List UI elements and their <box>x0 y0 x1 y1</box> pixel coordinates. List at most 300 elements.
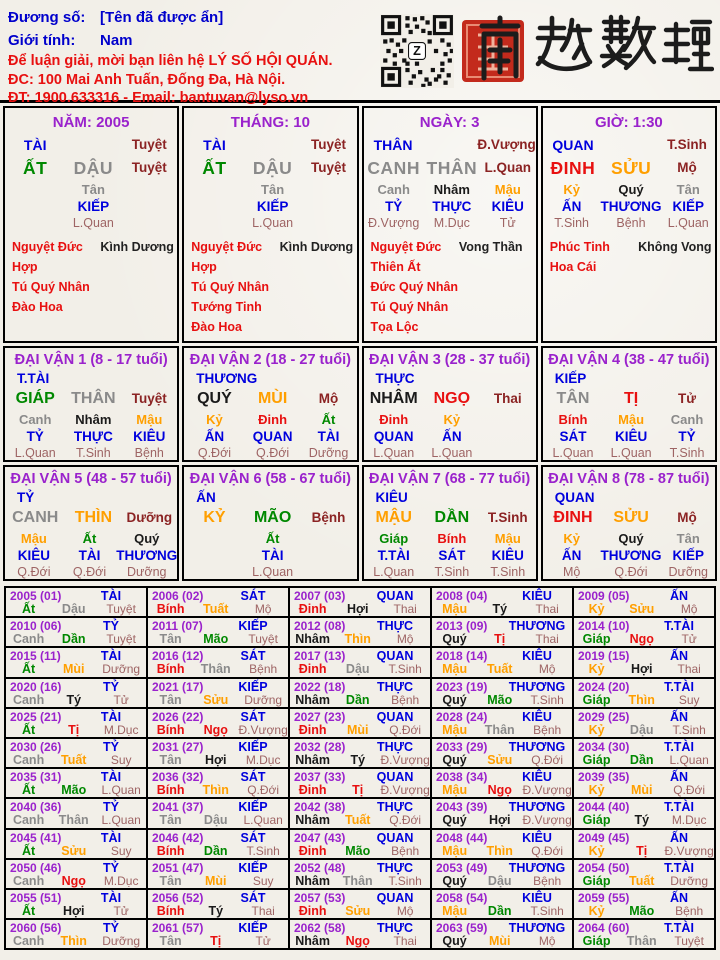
year-cell-top <box>290 770 430 784</box>
year-branch: Dần <box>487 903 512 918</box>
daivan-title: ĐẠI VẬN 3 (28 - 37 tuổi) <box>369 352 531 368</box>
pillar-title: THÁNG: 10 <box>230 114 310 131</box>
daivan-stem: MẬU <box>375 509 412 526</box>
year-stem: Đinh <box>298 843 327 858</box>
daivan-hidden-god: KIÊU <box>614 429 648 444</box>
year-branch: Tuất <box>629 873 655 888</box>
year-cell-bottom <box>432 935 572 948</box>
year-stem: Quý <box>442 934 467 949</box>
pillar-hidden-stage: L.Quan <box>72 216 114 230</box>
year-god: SÁT <box>240 649 266 664</box>
year-cell-bottom <box>432 694 572 707</box>
year-stage: Đ.Vượng <box>238 722 288 737</box>
year-stage: Thai <box>393 602 417 616</box>
year-stem: Mậu <box>442 662 468 677</box>
year-branch: Dậu <box>203 813 228 828</box>
year-god: SÁT <box>240 830 266 845</box>
dai-van-section <box>0 343 720 581</box>
year-stage: Đ.Vượng <box>522 783 572 798</box>
pillar-stem: ẤT <box>23 158 48 178</box>
year-branch: Mùi <box>630 783 653 798</box>
daivan-title: ĐẠI VẬN 5 (48 - 57 tuổi) <box>10 471 172 487</box>
year-stem: Giáp <box>582 873 611 888</box>
daivan-hidden-god: T.TÀI <box>377 548 410 563</box>
gender-value: Nam <box>100 32 133 49</box>
pillar-god-line <box>364 135 536 155</box>
pillar-stars-inauspicious <box>459 237 536 337</box>
daivan-hidden-column <box>5 531 63 580</box>
year-branch: Sửu <box>61 843 87 858</box>
year-stage: Tuyệt <box>248 632 278 647</box>
pillar-god: TÀI <box>23 137 47 153</box>
year-stage: Bệnh <box>391 692 420 707</box>
year-stem: Nhâm <box>295 934 330 949</box>
year-label: 2006 (02) <box>152 589 204 603</box>
year-stem: Giáp <box>582 752 611 767</box>
year-cell-bottom <box>290 784 430 797</box>
year-branch: Mão <box>487 692 513 707</box>
year-stage: L.Quan <box>101 813 141 828</box>
year-stem: Đinh <box>298 722 327 737</box>
year-stem: Bính <box>156 662 185 677</box>
year-stage: Bệnh <box>533 873 562 888</box>
daivan-hidden-god: TỶ <box>678 429 696 444</box>
daivan-hidden-stems <box>364 531 536 580</box>
daivan-stem: NHÂM <box>369 390 418 407</box>
pillar-title: GIỜ: 1:30 <box>594 114 663 131</box>
year-stem: Bính <box>156 843 185 858</box>
contact-line-3: ĐT: 1900.633316 - Email: bantuvan@lyso.vn <box>8 90 309 106</box>
pillar-main-line <box>184 157 356 179</box>
year-label: 2054 (50) <box>578 860 630 875</box>
year-label: 2033 (29) <box>436 739 488 754</box>
year-cell-top <box>432 770 572 784</box>
daivan-hidden-column <box>601 531 662 580</box>
report-header <box>0 0 720 106</box>
daivan-hidden-stage: T.Sinh <box>490 565 526 579</box>
year-cell <box>574 920 714 948</box>
year-cell-top <box>148 740 288 754</box>
year-branch: Dần <box>629 752 654 767</box>
year-cell <box>6 830 146 858</box>
star-red-item: Hoa Cái <box>549 260 597 274</box>
year-stage: Q.Đới <box>531 843 564 858</box>
year-cell <box>574 890 714 918</box>
year-label: 2013 (09) <box>436 619 488 634</box>
daivan-main-line <box>543 388 715 409</box>
daivan-god: KIÊU <box>375 490 408 505</box>
pillar-hidden-stage: L.Quan <box>667 216 709 230</box>
daivan-hidden-god: THƯƠNG <box>116 548 178 563</box>
year-label: 2062 (58) <box>294 921 346 936</box>
year-god: THỰC <box>376 619 414 634</box>
year-god: SÁT <box>240 770 266 785</box>
daivan-hidden-god: QUAN <box>252 429 293 444</box>
year-label: 2005 (01) <box>10 589 62 603</box>
year-branch: Tị <box>494 632 506 647</box>
year-branch: Sửu <box>203 692 229 707</box>
year-stage: Q.Đới <box>531 752 564 767</box>
pillar-hidden-stems <box>543 182 715 231</box>
year-stage: Thai <box>535 602 559 616</box>
year-cell <box>6 709 146 737</box>
year-cell-top <box>432 921 572 935</box>
year-label: 2063 (59) <box>436 921 488 936</box>
year-cell-top <box>6 831 146 845</box>
star-red-item: Tướng Tinh <box>191 300 262 314</box>
year-god: T.TÀI <box>664 921 694 936</box>
year-cell <box>290 799 430 827</box>
pillar-stem: ẤT <box>202 158 227 178</box>
year-cell-bottom <box>574 633 714 646</box>
year-label: 2012 (08) <box>294 619 346 634</box>
year-stem: Mậu <box>442 843 468 858</box>
star-red-item: Đào Hoa <box>12 300 63 314</box>
year-branch: Dần <box>345 692 370 707</box>
year-label: 2024 (20) <box>578 679 630 694</box>
pillar-hidden-stage: Bệnh <box>616 216 646 230</box>
pillar-god-stage: Tuyệt <box>131 137 167 152</box>
year-cell <box>290 860 430 888</box>
year-cell-bottom <box>148 754 288 767</box>
year-label: 2016 (12) <box>152 649 204 664</box>
year-cell-top <box>432 649 572 663</box>
year-cell-bottom <box>290 905 430 918</box>
year-label: 2007 (03) <box>294 589 346 603</box>
year-label: 2043 (39) <box>436 800 488 815</box>
year-god: QUAN <box>376 589 414 603</box>
year-god: T.TÀI <box>664 619 694 634</box>
year-stage: Đ.Vượng <box>664 843 714 858</box>
year-stage: Dưỡng <box>670 873 709 888</box>
year-cell-bottom <box>290 724 430 737</box>
year-branch: Dậu <box>345 662 370 677</box>
year-cell-top <box>6 680 146 694</box>
year-stem: Tân <box>159 934 182 949</box>
year-label: 2057 (53) <box>294 890 346 905</box>
annual-years-table <box>4 586 716 950</box>
year-label: 2014 (10) <box>578 619 630 634</box>
year-stage: Mộ <box>538 662 556 677</box>
year-label: 2022 (18) <box>294 679 346 694</box>
pillar-stars <box>184 231 356 337</box>
daivan-box-1 <box>3 346 179 462</box>
year-stem: Nhâm <box>295 632 330 647</box>
daivan-hidden-column <box>661 531 715 580</box>
year-cell-bottom <box>432 845 572 858</box>
year-branch: Mão <box>61 783 87 798</box>
year-label: 2040 (36) <box>10 800 62 815</box>
year-stem: Canh <box>12 752 45 767</box>
year-cell <box>6 739 146 767</box>
year-god: T.TÀI <box>664 860 694 875</box>
daivan-hidden-column <box>603 412 659 461</box>
pillar-branch: DẬU <box>73 158 114 178</box>
year-branch: Dần <box>203 843 228 858</box>
pillar-stars-auspicious <box>550 237 638 277</box>
daivan-hidden-stage: Mộ <box>562 565 581 579</box>
year-cell-top <box>6 861 146 875</box>
year-branch: Dậu <box>61 602 86 616</box>
year-cell-bottom <box>6 694 146 707</box>
year-god: KIẾP <box>238 619 268 634</box>
star-black-item: Vong Thần <box>458 240 523 254</box>
four-pillars-section <box>0 103 720 343</box>
daivan-title: ĐẠI VẬN 1 (8 - 17 tuổi) <box>14 352 168 368</box>
pillar-god-line <box>184 135 356 155</box>
year-cell-top <box>574 861 714 875</box>
year-cell-bottom <box>6 754 146 767</box>
year-cell-top <box>432 740 572 754</box>
pillar-hidden-god: KIẾP <box>77 199 110 214</box>
year-god: SÁT <box>240 589 266 603</box>
year-stem: Tân <box>159 632 182 647</box>
year-cell <box>432 679 572 707</box>
year-cell <box>574 830 714 858</box>
year-stem: Kỷ <box>588 662 605 677</box>
daivan-hidden-column <box>480 531 536 580</box>
year-stem: Canh <box>12 632 45 647</box>
daivan-hidden-god: KIÊU <box>491 548 524 563</box>
year-god: TÀI <box>100 830 122 845</box>
daivan-branch: MÃO <box>253 509 292 526</box>
daivan-hidden-god: ẤN <box>204 429 225 444</box>
daivan-hidden-column <box>543 531 601 580</box>
year-god: THƯƠNG <box>508 921 566 936</box>
year-stage: Đ.Vượng <box>522 813 572 828</box>
year-stem: Bính <box>156 602 185 616</box>
pillar-hidden-stage: Đ.Vượng <box>368 216 420 230</box>
daivan-stem: CANH <box>12 509 59 526</box>
year-god: T.TÀI <box>664 739 694 754</box>
year-cell <box>148 618 288 646</box>
daivan-main-line <box>184 388 356 409</box>
year-cell <box>6 679 146 707</box>
year-stage: Tử <box>255 934 271 949</box>
year-label: 2032 (28) <box>294 739 346 754</box>
year-stage: Thai <box>393 934 417 949</box>
pillar-hidden-stem: Quý <box>618 182 644 197</box>
year-cell <box>148 890 288 918</box>
daivan-box-5 <box>3 465 179 581</box>
pillar-hidden-stem: Mậu <box>494 182 521 197</box>
year-stem: Mậu <box>442 903 468 918</box>
daivan-stem: KỶ <box>203 509 226 526</box>
pillar-box-month <box>182 106 358 343</box>
year-cell-top <box>432 861 572 875</box>
daivan-hidden-column <box>63 531 117 580</box>
year-stem: Giáp <box>582 632 611 647</box>
year-god: TỶ <box>103 619 119 634</box>
daivan-hidden-column <box>424 412 480 461</box>
daivan-stage: Tuyệt <box>131 391 167 406</box>
daivan-main-line <box>543 507 715 528</box>
year-cell-top <box>432 800 572 814</box>
daivan-branch: THÌN <box>74 509 113 526</box>
year-stage: Dưỡng <box>102 934 141 949</box>
pillar-stars-auspicious <box>12 237 100 317</box>
pillar-branch: DẬU <box>252 158 293 178</box>
year-cell-top <box>290 921 430 935</box>
year-stem: Đinh <box>298 903 327 918</box>
year-god: THỰC <box>376 739 414 754</box>
daivan-box-3 <box>362 346 538 462</box>
star-black-item: Kình Dương <box>279 240 354 254</box>
year-label: 2008 (04) <box>436 589 488 603</box>
year-cell <box>148 709 288 737</box>
daivan-stem: TÂN <box>556 390 590 407</box>
year-stem: Quý <box>442 752 467 767</box>
daivan-god: QUAN <box>554 490 595 505</box>
year-stem: Nhâm <box>295 873 330 888</box>
year-stage: Tuyệt <box>106 632 136 647</box>
year-cell-bottom <box>6 724 146 737</box>
year-god: TÀI <box>100 589 122 603</box>
daivan-hidden-stem: Bính <box>437 531 467 546</box>
year-god: KIÊU <box>522 589 552 603</box>
year-label: 2055 (51) <box>10 890 62 905</box>
daivan-hidden-stems <box>543 531 715 580</box>
year-stage: Tử <box>113 903 129 918</box>
year-stem: Tân <box>159 873 182 888</box>
year-god: KIẾP <box>238 739 268 754</box>
year-branch: Tý <box>492 602 508 616</box>
year-cell-bottom <box>6 603 146 616</box>
year-god: KIẾP <box>238 860 268 875</box>
pillar-stem: CANH <box>367 158 420 178</box>
year-cell-top <box>432 710 572 724</box>
year-stem: Kỷ <box>588 602 605 616</box>
year-label: 2039 (35) <box>578 770 630 785</box>
year-cell <box>432 920 572 948</box>
year-cell-top <box>148 619 288 633</box>
year-label: 2009 (05) <box>578 589 630 603</box>
daivan-stage: Mộ <box>677 510 697 525</box>
year-god: ẤN <box>669 770 689 785</box>
year-label: 2064 (60) <box>578 921 630 936</box>
gender-label: Giới tính: <box>8 32 76 49</box>
year-stem: Quý <box>442 632 467 647</box>
year-stage: Thai <box>535 632 559 647</box>
pillar-hidden-stage: M.Dục <box>433 216 470 230</box>
pillar-god-line <box>5 135 177 155</box>
year-cell <box>148 860 288 888</box>
daivan-hidden-god: TÀI <box>261 548 284 563</box>
year-cell-bottom <box>148 724 288 737</box>
year-label: 2031 (27) <box>152 739 204 754</box>
year-label: 2023 (19) <box>436 679 488 694</box>
year-stem: Tân <box>159 692 182 707</box>
year-cell-bottom <box>432 663 572 676</box>
year-god: TÀI <box>100 890 122 905</box>
year-cell <box>290 769 430 797</box>
year-cell-top <box>290 861 430 875</box>
year-stem: Kỷ <box>588 783 605 798</box>
year-cell-top <box>574 680 714 694</box>
year-stage: T.Sinh <box>672 722 706 737</box>
year-cell-top <box>290 740 430 754</box>
year-cell-top <box>148 710 288 724</box>
year-god: T.TÀI <box>664 679 694 694</box>
daivan-hidden-stage: Dưỡng <box>308 446 349 460</box>
year-stem: Quý <box>442 873 467 888</box>
pillar-stars <box>5 231 177 317</box>
year-stem: Ất <box>21 722 36 737</box>
svg-text:Z: Z <box>413 44 421 59</box>
year-cell-bottom <box>432 875 572 888</box>
year-cell-bottom <box>574 663 714 676</box>
year-stage: Mộ <box>538 934 556 949</box>
year-god: THƯƠNG <box>508 679 566 694</box>
year-cell-bottom <box>574 754 714 767</box>
year-branch: Tuất <box>345 813 371 828</box>
year-branch: Tuất <box>203 602 229 616</box>
pillar-hidden-stage: T.Sinh <box>554 216 589 230</box>
pillar-hidden-stem: Tân <box>261 182 285 197</box>
year-cell <box>432 860 572 888</box>
owner-line <box>8 6 333 29</box>
year-cell-bottom <box>432 814 572 827</box>
daivan-box-4 <box>541 346 717 462</box>
daivan-god: TỶ <box>17 490 35 505</box>
daivan-hidden-stem: Ất <box>265 531 280 546</box>
year-cell-bottom <box>290 845 430 858</box>
year-stage: Đ.Vượng <box>380 752 430 767</box>
year-branch: Thìn <box>628 692 655 707</box>
year-label: 2051 (47) <box>152 860 204 875</box>
daivan-main-line <box>5 507 177 528</box>
year-label: 2030 (26) <box>10 739 62 754</box>
year-stage: Thai <box>251 903 275 918</box>
year-stem: Canh <box>12 873 45 888</box>
daivan-stage: Mộ <box>318 391 339 406</box>
year-cell-bottom <box>148 814 288 827</box>
pillar-hidden-god: TỶ <box>385 199 403 214</box>
year-god: THỰC <box>376 860 414 875</box>
pillar-stars-inauspicious <box>638 237 715 277</box>
year-cell <box>6 618 146 646</box>
year-stage: Suy <box>110 752 132 767</box>
year-label: 2019 (15) <box>578 649 630 664</box>
year-branch: Thân <box>626 934 657 949</box>
year-cell-top <box>6 800 146 814</box>
pillar-hidden-god: KIÊU <box>491 199 524 214</box>
year-branch: Tị <box>352 783 364 798</box>
year-stem: Quý <box>442 692 467 707</box>
year-label: 2059 (55) <box>578 890 630 905</box>
daivan-hidden-column <box>245 531 301 580</box>
daivan-branch: THÂN <box>71 390 116 407</box>
year-cell-bottom <box>432 724 572 737</box>
pillar-stars-inauspicious <box>280 237 357 337</box>
year-branch: Dậu <box>629 722 654 737</box>
year-god: TỶ <box>103 739 119 754</box>
year-cell-top <box>574 921 714 935</box>
year-god: THƯƠNG <box>508 800 566 815</box>
year-cell <box>574 679 714 707</box>
year-label: 2048 (44) <box>436 830 488 845</box>
year-stage: Dưỡng <box>244 692 283 707</box>
year-cell-bottom <box>148 845 288 858</box>
daivan-hidden-column <box>121 412 177 461</box>
year-cell <box>432 739 572 767</box>
pillar-box-hour <box>541 106 717 343</box>
daivan-hidden-stage: L.Quan <box>552 446 594 460</box>
year-cell-top <box>148 589 288 603</box>
year-cell <box>148 648 288 676</box>
daivan-hidden-stage: Dưỡng <box>127 565 167 579</box>
daivan-hidden-column <box>659 412 715 461</box>
